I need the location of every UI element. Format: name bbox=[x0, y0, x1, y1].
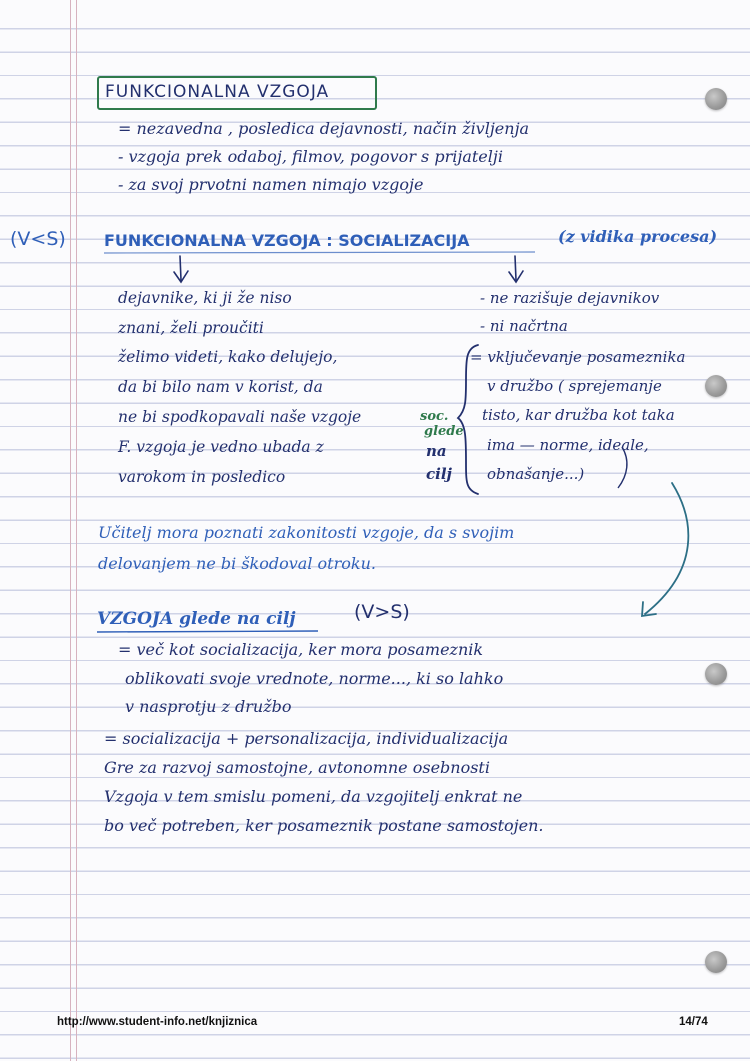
right-column-line: v družbo ( sprejemanje bbox=[487, 377, 662, 395]
side-label: glede bbox=[424, 424, 464, 439]
section-note: (z vidika procesa) bbox=[558, 227, 718, 246]
right-column-line: obnašanje...) bbox=[487, 465, 585, 483]
side-label: cilj bbox=[426, 465, 452, 483]
side-label: soc. bbox=[420, 409, 449, 424]
left-column-line: varokom in posledico bbox=[118, 468, 286, 486]
left-column-line: ne bi spodkopavali naše vzgoje bbox=[118, 408, 362, 426]
section3-heading: VZGOJA glede na cilj bbox=[97, 609, 296, 629]
definition-line: = nezavedna , posledica dejavnosti, način življenja bbox=[118, 119, 530, 138]
right-column-line: ima — norme, ideale, bbox=[487, 436, 649, 454]
left-column-line: F. vzgoja je vedno ubada z bbox=[118, 438, 324, 456]
section-heading: FUNKCIONALNA VZGOJA : SOCIALIZACIJA bbox=[104, 231, 470, 250]
side-label: na bbox=[426, 442, 447, 460]
section3-line: v nasprotju z družbo bbox=[125, 697, 292, 716]
section3-line: Gre za razvoj samostojne, avtonomne osebnosti bbox=[104, 758, 490, 777]
page-number: 14/74 bbox=[679, 1016, 708, 1028]
section3-line: Vzgoja v tem smislu pomeni, da vzgojitelj enkrat ne bbox=[104, 787, 523, 806]
section-sign: (V<S) bbox=[10, 228, 66, 250]
section3-line: = socializacija + personalizacija, individualizacija bbox=[104, 729, 509, 748]
teacher-note-line: Učitelj mora poznati zakonitosti vzgoje, da s svojim bbox=[98, 523, 515, 542]
right-column-line: - ne razišuje dejavnikov bbox=[480, 289, 660, 307]
section3-line: bo več potreben, ker posameznik postane samostojen. bbox=[104, 816, 544, 835]
section3-line: oblikovati svoje vrednote, norme..., ki so lahko bbox=[125, 669, 504, 688]
definition-line: - vzgoja prek odaboj, filmov, pogovor s prijatelji bbox=[118, 147, 503, 166]
left-column-line: dejavnike, ki ji že niso bbox=[118, 289, 292, 307]
left-column-line: znani, želi proučiti bbox=[118, 319, 264, 337]
down-arrow-icon bbox=[174, 256, 188, 282]
down-arrow-icon bbox=[509, 256, 523, 282]
right-column-line: = vključevanje posameznika bbox=[470, 348, 686, 366]
left-column-line: da bi bilo nam v korist, da bbox=[118, 378, 323, 396]
definition-line: - za svoj prvotni namen nimajo vzgoje bbox=[118, 175, 424, 194]
section3-sign: (V>S) bbox=[354, 601, 410, 623]
teacher-note-line: delovanjem ne bi škodoval otroku. bbox=[98, 554, 376, 573]
section3-line: = več kot socializacija, ker mora posameznik bbox=[118, 640, 484, 659]
right-column-line: tisto, kar družba kot taka bbox=[482, 406, 675, 424]
footer-url[interactable]: http://www.student-info.net/knjiznica bbox=[57, 1016, 258, 1028]
right-column-line: - ni načrtna bbox=[480, 317, 568, 335]
connector-arrow-icon bbox=[642, 483, 688, 616]
curly-brace bbox=[458, 345, 478, 494]
left-column-line: želimo videti, kako delujejo, bbox=[118, 348, 338, 366]
page-title: FUNKCIONALNA VZGOJA bbox=[105, 82, 330, 102]
